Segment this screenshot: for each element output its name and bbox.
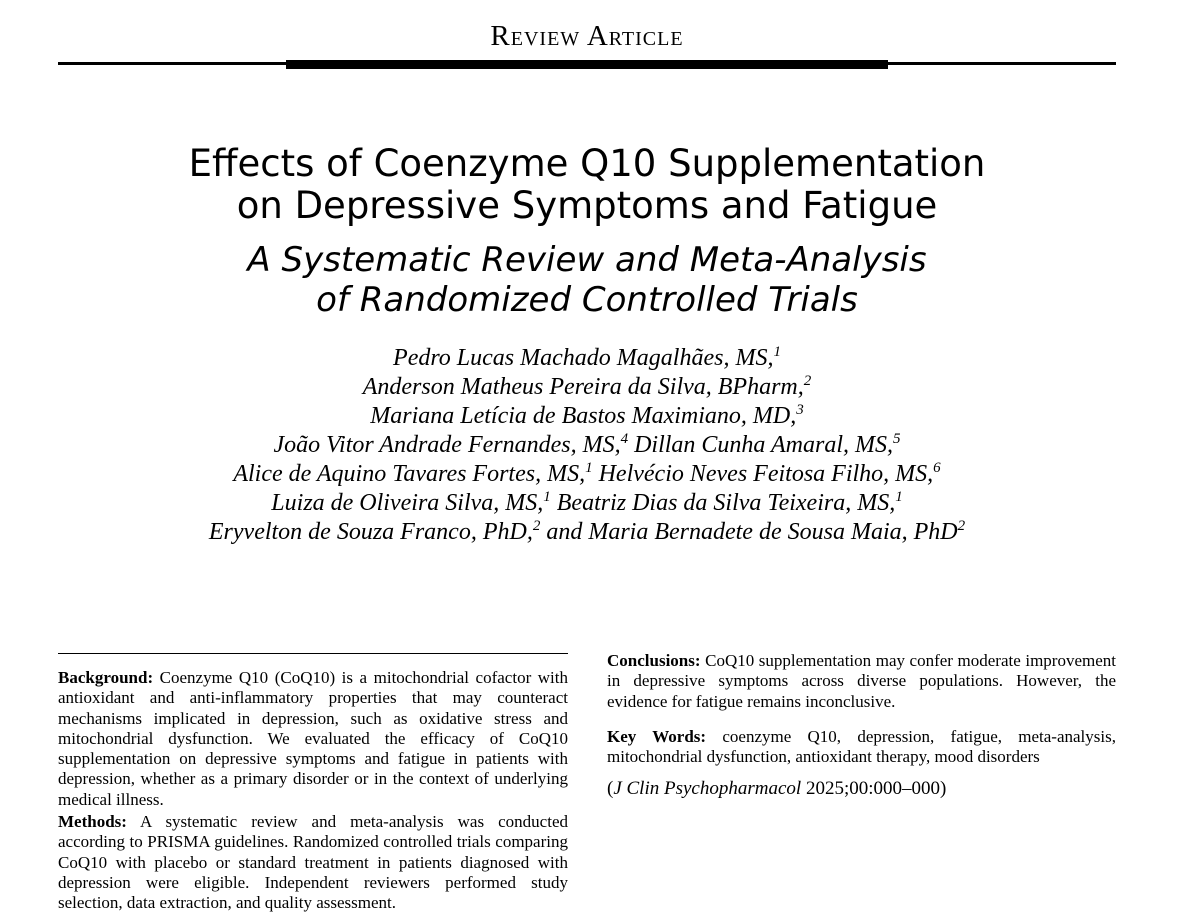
author-name: Alice de Aquino Tavares Fortes, MS, bbox=[233, 461, 586, 487]
subtitle-line-1: A Systematic Review and Meta-Analysis bbox=[247, 240, 927, 280]
affiliation-number: 2 bbox=[957, 518, 966, 534]
conclusions-label: Conclusions: bbox=[607, 651, 701, 670]
abstract-left-column bbox=[58, 668, 568, 913]
author-line bbox=[0, 344, 1174, 373]
abstract-conclusions bbox=[607, 651, 1116, 712]
affiliation-number: 3 bbox=[796, 402, 804, 418]
affiliation-number: 2 bbox=[532, 518, 541, 534]
author-name: Dillan Cunha Amaral, MS, bbox=[628, 432, 893, 458]
abstract-rule bbox=[58, 653, 568, 654]
article-title bbox=[0, 143, 1174, 227]
affiliation-number: 1 bbox=[895, 489, 903, 505]
citation-open: ( bbox=[607, 778, 614, 800]
affiliation-number: 1 bbox=[543, 489, 551, 505]
abstract-keywords bbox=[607, 727, 1116, 768]
background-label: Background: bbox=[58, 668, 154, 687]
abstract-right-column bbox=[607, 651, 1116, 800]
author-line bbox=[0, 373, 1174, 402]
author-name: Mariana Letícia de Bastos Maximiano, MD, bbox=[370, 403, 797, 429]
section-label: Review Article bbox=[490, 20, 684, 52]
background-text: Coenzyme Q10 (CoQ10) is a mitochondrial cofactor with antioxidant and anti-inflammatory properties that may counteract mechanisms implicated in depression, such as oxidative stress and mitochondrial dysfunction. We evaluated the efficacy of CoQ10 supplementation on depressive symptoms and fatigue in patients with depression, whether as a primary disorder or in the context of underlying medical illness. bbox=[58, 668, 568, 809]
title-line-2: on Depressive Symptoms and Fatigue bbox=[236, 184, 938, 227]
author-line bbox=[0, 431, 1174, 460]
author-list bbox=[0, 344, 1174, 547]
abstract-background bbox=[58, 668, 568, 810]
author-name: Beatriz Dias da Silva Teixeira, MS, bbox=[550, 490, 896, 516]
author-name: Helvécio Neves Feitosa Filho, MS, bbox=[592, 461, 934, 487]
title-line-1: Effects of Coenzyme Q10 Supplementation bbox=[188, 142, 986, 185]
author-line bbox=[0, 518, 1174, 547]
affiliation-number: 6 bbox=[933, 460, 941, 476]
author-line bbox=[0, 460, 1174, 489]
author-name: João Vitor Andrade Fernandes, MS, bbox=[273, 432, 621, 458]
affiliation-number: 5 bbox=[892, 431, 901, 447]
keywords-text: coenzyme Q10, depression, fatigue, meta-analysis, mitochondrial dysfunction, antioxidant therapy, mood disorders bbox=[607, 726, 1116, 767]
author-name: Luiza de Oliveira Silva, MS, bbox=[271, 490, 544, 516]
author-line bbox=[0, 402, 1174, 431]
methods-text: A systematic review and meta-analysis was conducted according to PRISMA guidelines. Randomized controlled trials comparing CoQ10 with placebo or standard treatment in patients diagnosed with depression were eligible. Independent reviewers performed study selection, data extraction, and quality assessment. bbox=[58, 812, 568, 913]
conclusions-text: CoQ10 supplementation may confer moderate improvement in depressive symptoms across diverse populations. However, the evidence for fatigue remains inconclusive. bbox=[607, 651, 1116, 711]
article-subtitle bbox=[0, 240, 1174, 320]
abstract-methods bbox=[58, 812, 568, 913]
citation-journal: J Clin Psychopharmacol bbox=[613, 778, 802, 800]
affiliation-number: 1 bbox=[773, 344, 781, 360]
author-name: Pedro Lucas Machado Magalhães, MS, bbox=[393, 345, 774, 371]
methods-label: Methods: bbox=[58, 812, 127, 832]
author-name: Anderson Matheus Pereira da Silva, BPharm, bbox=[362, 374, 804, 400]
journal-citation bbox=[607, 779, 1116, 799]
author-line bbox=[0, 489, 1174, 518]
author-name: Eryvelton de Souza Franco, PhD, bbox=[208, 519, 533, 545]
subtitle-line-2: of Randomized Controlled Trials bbox=[316, 280, 858, 320]
affiliation-number: 1 bbox=[585, 460, 593, 476]
keywords-label: Key Words: bbox=[607, 726, 707, 746]
affiliation-number: 4 bbox=[620, 431, 629, 447]
author-name: and Maria Bernadete de Sousa Maia, PhD bbox=[540, 519, 958, 545]
citation-rest: 2025;00:000–000) bbox=[801, 778, 947, 800]
header-rule-accent bbox=[286, 60, 888, 69]
affiliation-number: 2 bbox=[803, 373, 812, 389]
